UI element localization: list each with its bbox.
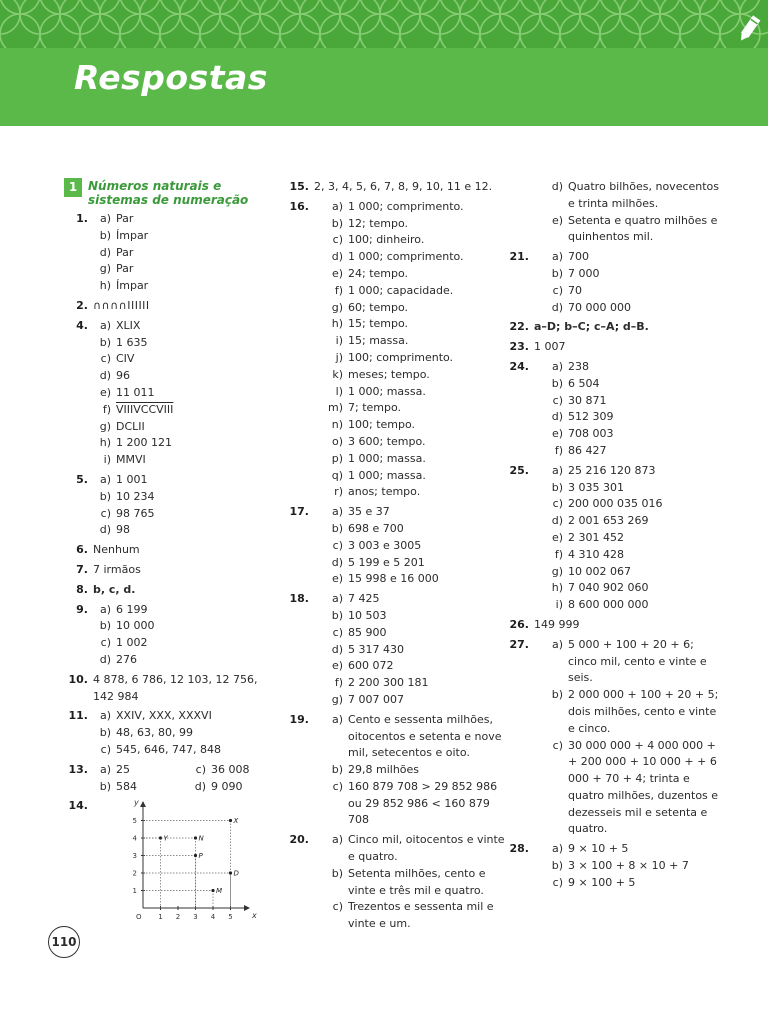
x-axis-label: x (252, 911, 257, 921)
answers-column-3 (508, 179, 720, 895)
answer-item: i) 15; massa. (335, 334, 409, 348)
question-15: 15. 2, 3, 4, 5, 6, 7, 8, 9, 10, 11 e 12. (289, 180, 493, 193)
question-25: 25. a) 25 216 120 873 b) 3 035 301 c) 200 000 035 016 d) 2 001 653 269 e) 2 301 452 f) 4 310 428 g) 10 002 067 h) 7 040 902 060 i) 8 600 000 000 (508, 463, 720, 614)
page-number: 110 (48, 926, 80, 958)
answers-column-1 (64, 179, 264, 931)
question-1: 1. a) Par b) Ímpar d) Par g) Par h) Ímpar (76, 212, 149, 293)
question-19-continued (508, 179, 720, 246)
answer-item: a) Cento e sessenta milhões, oitocentos e setenta e nove mil, setecentos e oito. (331, 712, 502, 760)
y-tick-label: 3 (132, 852, 137, 861)
question-16: 16. a) 1 000; comprimento. b) 12; tempo. c) 100; dinheiro. d) 1 000; comprimento. e) 24; tempo. f) 1 000; capacidade. g) 60; tempo. h) 15; tempo. i) 15; massa. j) 100; comprimento. k) meses; tempo. l) 1 000; massa. m) 7; tempo. n) 100; tempo. o) 3 600; tempo. p) 1 000; massa. q) 1 000; massa. r) anos; tempo. (288, 199, 506, 501)
question-6: 6. Nenhum (76, 543, 140, 557)
answer-item: e) 24; tempo. (331, 266, 409, 280)
answer-item: m) 7; tempo. (327, 401, 402, 415)
answer-item: f) 1 000; capacidade. (334, 283, 454, 297)
answer-item: f) 2 200 300 181 (334, 676, 429, 690)
answer-item: b) 6 504 (551, 376, 600, 390)
answer-item: e) 2 301 452 (551, 530, 624, 544)
answer-item: a) 35 e 37 (331, 505, 390, 519)
answer-item: c) 100; dinheiro. (332, 233, 425, 247)
question-7: 7. 7 irmãos (76, 562, 141, 576)
question-27: 27. a) 5 000 + 100 + 20 + 6; cinco mil, cento e vinte e seis. b) 2 000 000 + 100 + 20 + 5; dois milhões, cento e vinte e cinco. c) 30 000 000 + 4 000 000 + + 200 000 + 10 000 + + 6 000 + 70 + 4; trinta e quatro milhões, duzentos e dezesseis mil e setenta e quatro. (508, 637, 720, 839)
answer-item: r) anos; tempo. (334, 485, 421, 499)
point-label: M (216, 887, 223, 896)
question-14: 14. 1 2 3 4 5 1 2 3 4 5 O x y X Y N P D M (64, 798, 264, 928)
answer-item: i) 8 600 000 000 (555, 598, 649, 612)
answers-column-2 (288, 179, 506, 936)
y-axis-arrow (140, 801, 146, 807)
answer-item: a) 7 425 (331, 592, 380, 606)
question-22: 22. a–D; b–C; c–A; d–B. (509, 320, 649, 334)
point-n (194, 837, 197, 840)
answer-item: d) 5 199 e 5 201 (331, 555, 425, 569)
answer-item: n) 100; tempo. (331, 418, 416, 432)
y-tick-label: 1 (132, 887, 137, 896)
answer-item: d) 2 001 653 269 (551, 514, 649, 528)
answer-item: b) 698 e 700 (331, 521, 404, 535)
page-header (0, 0, 768, 126)
point-label: D (233, 869, 239, 878)
circle-pattern-graphic (0, 0, 768, 48)
answer-item: o) 3 600; tempo. (331, 434, 426, 448)
point-m (211, 889, 214, 892)
answer-item: a) 5 000 + 100 + 20 + 6; cinco mil, cento e vinte e seis. (551, 637, 707, 685)
answer-item: f) 86 427 (554, 443, 607, 457)
point-d (229, 872, 232, 875)
answer-item: e) 600 072 (331, 659, 394, 673)
answer-item: e) 15 998 e 16 000 (331, 572, 439, 586)
answer-item: a) 25 216 120 873 (551, 463, 656, 477)
answer-item: f) 4 310 428 (554, 547, 624, 561)
answer-item: e) 708 003 (551, 427, 614, 441)
question-20: 20. a) Cinco mil, oitocentos e vinte e quatro. b) Setenta milhões, cento e vinte e três mil e quatro. c) Trezentos e sessenta mil e vinte e um. (288, 832, 506, 933)
answer-item: c) 160 879 708 > 29 852 986 ou 29 852 986 < 160 879 708 (332, 779, 498, 827)
question-8: 8. b, c, d. (76, 582, 136, 596)
answer-item: g) 7 007 007 (331, 692, 404, 706)
x-tick-label: 3 (193, 913, 198, 922)
answer-item: a) 1 000; comprimento. (331, 199, 464, 213)
answer-item: c) 3 003 e 3005 (332, 538, 422, 552)
answer-item: c) 85 900 (332, 625, 387, 639)
origin-label: O (136, 913, 142, 922)
answer-item: c) 30 871 (552, 393, 607, 407)
answer-item: b) 29,8 milhões (331, 763, 420, 777)
answer-item: b) 2 000 000 + 100 + 20 + 5; dois milhões, cento e vinte e cinco. (551, 688, 719, 735)
question-10: 10. 4 878, 6 786, 12 103, 12 756, 142 984 (68, 672, 258, 703)
answer-item: e) Setenta e quatro milhões e quinhentos mil. (551, 213, 718, 244)
x-tick-label: 2 (175, 913, 181, 922)
point-p (194, 854, 197, 857)
answer-item: d) Quatro bilhões, novecentos e trinta milhões. (551, 180, 720, 210)
answer-item: b) 12; tempo. (331, 216, 409, 230)
point-x (229, 819, 232, 822)
answer-item: a) 9 × 10 + 5 (551, 842, 629, 856)
question-24: 24. a) 238 b) 6 504 c) 30 871 d) 512 309 e) 708 003 f) 86 427 (508, 359, 720, 460)
answer-item: c) Trezentos e sessenta mil e vinte e um. (332, 900, 494, 931)
answer-item: b) 7 000 (551, 266, 600, 280)
answer-item: b) Setenta milhões, cento e vinte e três mil e quatro. (331, 866, 486, 897)
section-number-badge: 1 (64, 178, 82, 197)
point-label: P (198, 852, 203, 861)
y-axis-label: y (134, 800, 139, 808)
answer-item: b) 3 × 100 + 8 × 10 + 7 (551, 859, 689, 873)
question-26: 26. 149 999 (509, 617, 580, 631)
question-19: 19. a) Cento e sessenta milhões, oitocentos e setenta e nove mil, setecentos e oito. b) 29,8 milhões c) 160 879 708 > 29 852 986 ou 29 852 986 < 160 879 708 (288, 712, 506, 830)
x-tick-label: 5 (228, 913, 233, 922)
pencil-icon (736, 14, 762, 44)
x-axis-arrow (244, 905, 250, 911)
point-label: N (198, 834, 204, 843)
answer-item: p) 1 000; massa. (331, 451, 426, 465)
answer-item: g) 60; tempo. (331, 300, 409, 314)
answer-item: k) meses; tempo. (332, 367, 430, 381)
answer-item: b) 3 035 301 (551, 480, 624, 494)
question-13: 13. a) 25 b) 584 c) 36 008 d) 9 090 (68, 762, 250, 793)
question-11: 11. a) XXIV, XXX, XXXVI b) 48, 63, 80, 99 c) 545, 646, 747, 848 (68, 709, 221, 756)
question-23: 23. 1 007 (509, 340, 566, 354)
question-4: 4. a) XLIX b) 1 635 c) CIV d) 96 e) 11 011 f) VIIIVCCVIII g) DCLII h) 1 200 121 i) MMVI (76, 318, 174, 467)
answer-item: h) 15; tempo. (331, 317, 409, 331)
question-2: 2. ∩∩∩∩IIIIII (76, 298, 150, 312)
question-9: 9. a) 6 199 b) 10 000 c) 1 002 d) 276 (76, 602, 155, 666)
answer-item: c) 30 000 000 + 4 000 000 + + 200 000 + 10 000 + + 6 000 + 70 + 4; trinta e quatro milhões, duzentos e dezesseis mil e setenta e quatro. (552, 738, 719, 836)
answer-item: h) 7 040 902 060 (551, 581, 649, 595)
answer-item: d) 1 000; comprimento. (331, 250, 464, 264)
answer-item: d) 512 309 (551, 410, 614, 424)
question-17: 17. a) 35 e 37 b) 698 e 700 c) 3 003 e 3005 d) 5 199 e 5 201 e) 15 998 e 16 000 (288, 504, 506, 588)
answer-item: d) 5 317 430 (331, 642, 404, 656)
x-tick-label: 1 (158, 913, 163, 922)
answer-item: g) 10 002 067 (551, 564, 631, 578)
section-heading (64, 179, 264, 207)
y-tick-label: 5 (132, 817, 137, 826)
answer-item: c) 9 × 100 + 5 (552, 875, 636, 889)
y-tick-label: 4 (132, 834, 137, 843)
answer-item: q) 1 000; massa. (331, 468, 426, 482)
question-28: 28. a) 9 × 10 + 5 b) 3 × 100 + 8 × 10 + 7 c) 9 × 100 + 5 (508, 841, 720, 891)
answer-item: j) 100; comprimento. (335, 350, 454, 364)
answer-item: l) 1 000; massa. (335, 384, 426, 398)
point-label: Y (163, 834, 168, 843)
question-18: 18. a) 7 425 b) 10 503 c) 85 900 d) 5 317 430 e) 600 072 f) 2 200 300 181 g) 7 007 007 (288, 591, 506, 709)
answer-item: a) 238 (551, 359, 589, 373)
question-5: 5. a) 1 001 b) 10 234 c) 98 765 d) 98 (76, 472, 155, 537)
section-title: Números naturais e sistemas de numeração (88, 179, 249, 207)
answer-item: a) 700 (551, 250, 589, 264)
answer-item: d) 70 000 000 (551, 300, 631, 314)
answer-item: c) 70 (552, 283, 582, 297)
question-21: 21. a) 700 b) 7 000 c) 70 d) 70 000 000 (508, 249, 720, 316)
y-tick-label: 2 (132, 869, 137, 878)
coordinate-graph (121, 800, 261, 928)
x-tick-label: 4 (210, 913, 216, 922)
decorative-circle-band (0, 0, 768, 48)
page-title: Respostas (74, 58, 268, 97)
answer-item: b) 10 503 (331, 608, 387, 622)
point-label: X (233, 817, 239, 826)
answer-item: a) Cinco mil, oitocentos e vinte e quatro. (331, 833, 505, 864)
answer-item: c) 200 000 035 016 (552, 497, 663, 511)
